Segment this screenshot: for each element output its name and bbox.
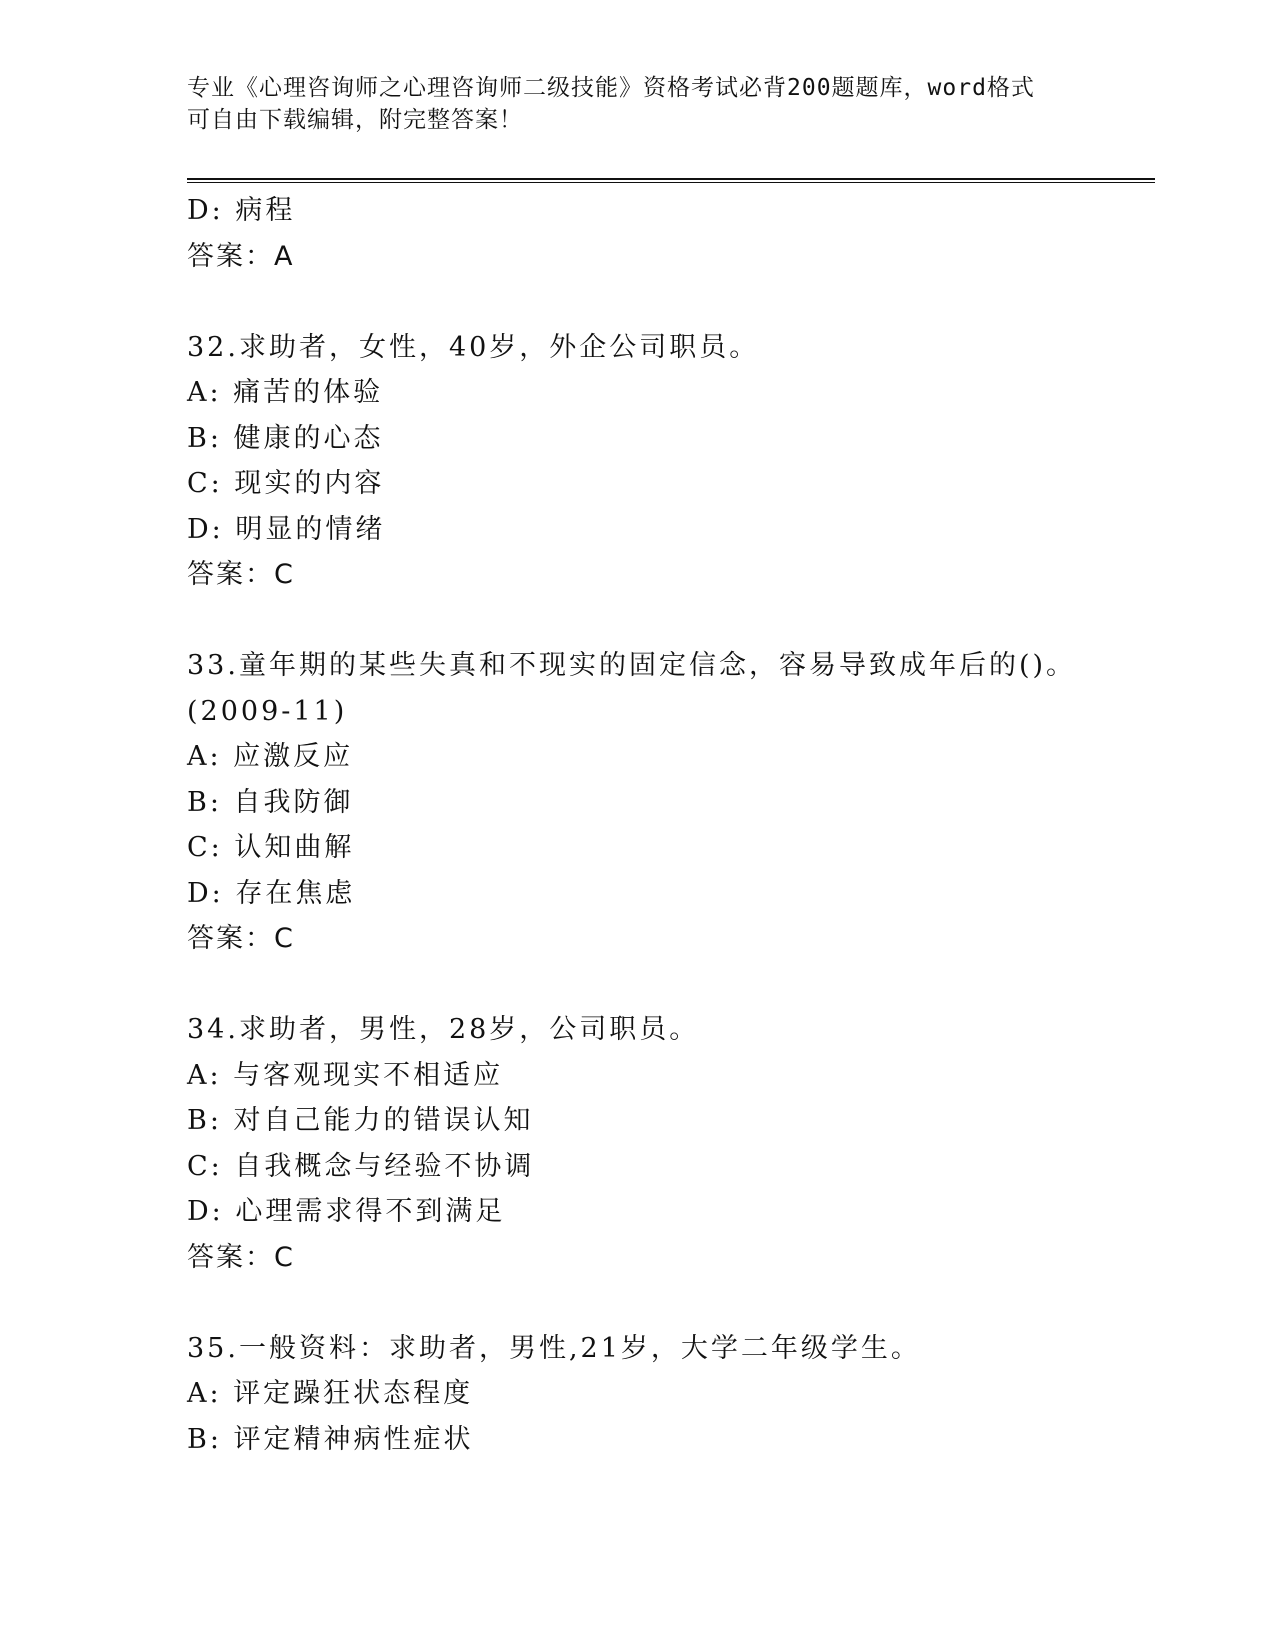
option-b: B: 评定精神病性症状 — [187, 1423, 474, 1455]
answer-line: 答案：A — [187, 240, 295, 272]
option-a: A: 应激反应 — [187, 741, 354, 772]
question-34 — [187, 1007, 1155, 1280]
header-divider — [187, 178, 1155, 183]
answer-line: 答案：C — [187, 1241, 295, 1273]
question-stem: 34.求助者，男性，28岁，公司职员。 — [187, 1014, 700, 1045]
question-list — [187, 188, 1155, 1462]
answer-line: 答案：C — [187, 559, 295, 590]
question-stem-continued: (2009-11) — [187, 695, 348, 727]
spacer — [187, 598, 1155, 644]
question-31-tail — [187, 188, 1155, 279]
option-c: C: 自我概念与经验不协调 — [187, 1150, 535, 1182]
question-stem: 35.一般资料：求助者，男性,21岁，大学二年级学生。 — [187, 1332, 921, 1364]
spacer — [187, 279, 1155, 325]
answer-line: 答案：C — [187, 923, 295, 954]
option-a: A: 评定躁狂状态程度 — [187, 1378, 474, 1409]
header-line-2: 可自由下载编辑，附完整答案！ — [187, 107, 523, 133]
question-33 — [187, 643, 1155, 962]
spacer — [187, 962, 1155, 1008]
page-header — [187, 72, 1087, 136]
option-b: B: 自我防御 — [187, 786, 354, 818]
option-c: C: 现实的内容 — [187, 468, 385, 499]
option-c: C: 认知曲解 — [187, 832, 355, 863]
option-b: B: 健康的心态 — [187, 422, 384, 454]
option-a: A: 与客观现实不相适应 — [187, 1059, 504, 1091]
header-line-1: 专业《心理咨询师之心理咨询师二级技能》资格考试必背200题题库，word格式 — [187, 75, 1035, 101]
option-a: A: 痛苦的体验 — [187, 377, 384, 408]
option-d: D: 明显的情绪 — [187, 513, 386, 545]
option-d: D: 存在焦虑 — [187, 877, 356, 909]
option-d: D: 心理需求得不到满足 — [187, 1196, 506, 1227]
question-35 — [187, 1326, 1155, 1463]
question-32 — [187, 325, 1155, 598]
option-b: B: 对自己能力的错误认知 — [187, 1105, 534, 1136]
question-stem: 33.童年期的某些失真和不现实的固定信念，容易导致成年后的()。 — [187, 650, 1077, 681]
option-d: D: 病程 — [187, 195, 296, 226]
spacer — [187, 1280, 1155, 1326]
question-stem: 32.求助者，女性，40岁，外企公司职员。 — [187, 331, 760, 363]
